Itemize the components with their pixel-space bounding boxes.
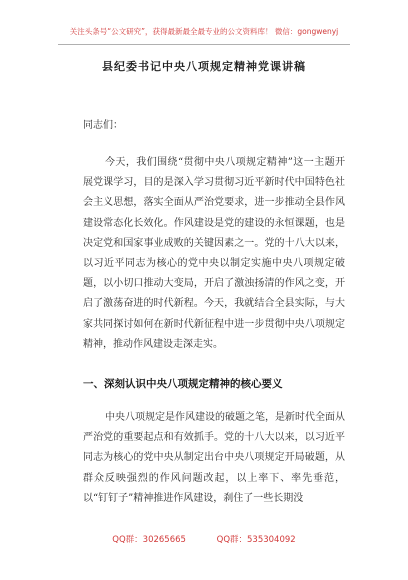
salutation: 同志们： bbox=[83, 120, 123, 131]
header-divider bbox=[58, 44, 350, 45]
paragraph-intro: 今天，我们围绕“贯彻中央八项规定精神”这一主题开展党课学习，目的是深入学习贯彻习近平新时代中国特色社会主义思想，落实全面从严治党要求，进一步推动全县作风建设常态化长效化。作风建设是党的建设的永恒课题，也是决定党和国家事业成败的关键因素之一。党的十八大以来，以习近平同志为核心的党中央以制定实施中央八项规定破题，以小切口推动大变局，开启了激浊扬清的作风之变，开启了激荡奋进的时代新程。今天，我就结合全县实际，与大家共同探讨如何在新时代新征程中进一步贯彻中央八项规定精神，推动作风建设走深走实。 bbox=[83, 157, 345, 350]
footer-contact bbox=[0, 533, 408, 545]
paragraph-section-1: 中央八项规定是作风建设的破题之笔，是新时代全面从严治党的重要起点和有效抓手。党的十八大以来，以习近平同志为核心的党中央从制定出台中央八项规定开局破题，从群众反映强烈的作风问题改起，以上率下、率先垂范，以“钉钉子”精神推进作风建设，刹住了一些长期没 bbox=[83, 412, 345, 504]
footer-qq-group-2: QQ群：535304092 bbox=[216, 535, 296, 545]
section-heading-1: 一、深刻认识中央八项规定精神的核心要义 bbox=[83, 378, 283, 390]
footer-qq-group-1: QQ群：30265665 bbox=[112, 535, 186, 545]
header-promo-note: 关注头条号“公文研究”，获得最新最全最专业的公文资料库！ 微信：gongwenyj bbox=[69, 27, 339, 36]
document-title: 县纪委书记中央八项规定精神党课讲稿 bbox=[102, 60, 306, 73]
